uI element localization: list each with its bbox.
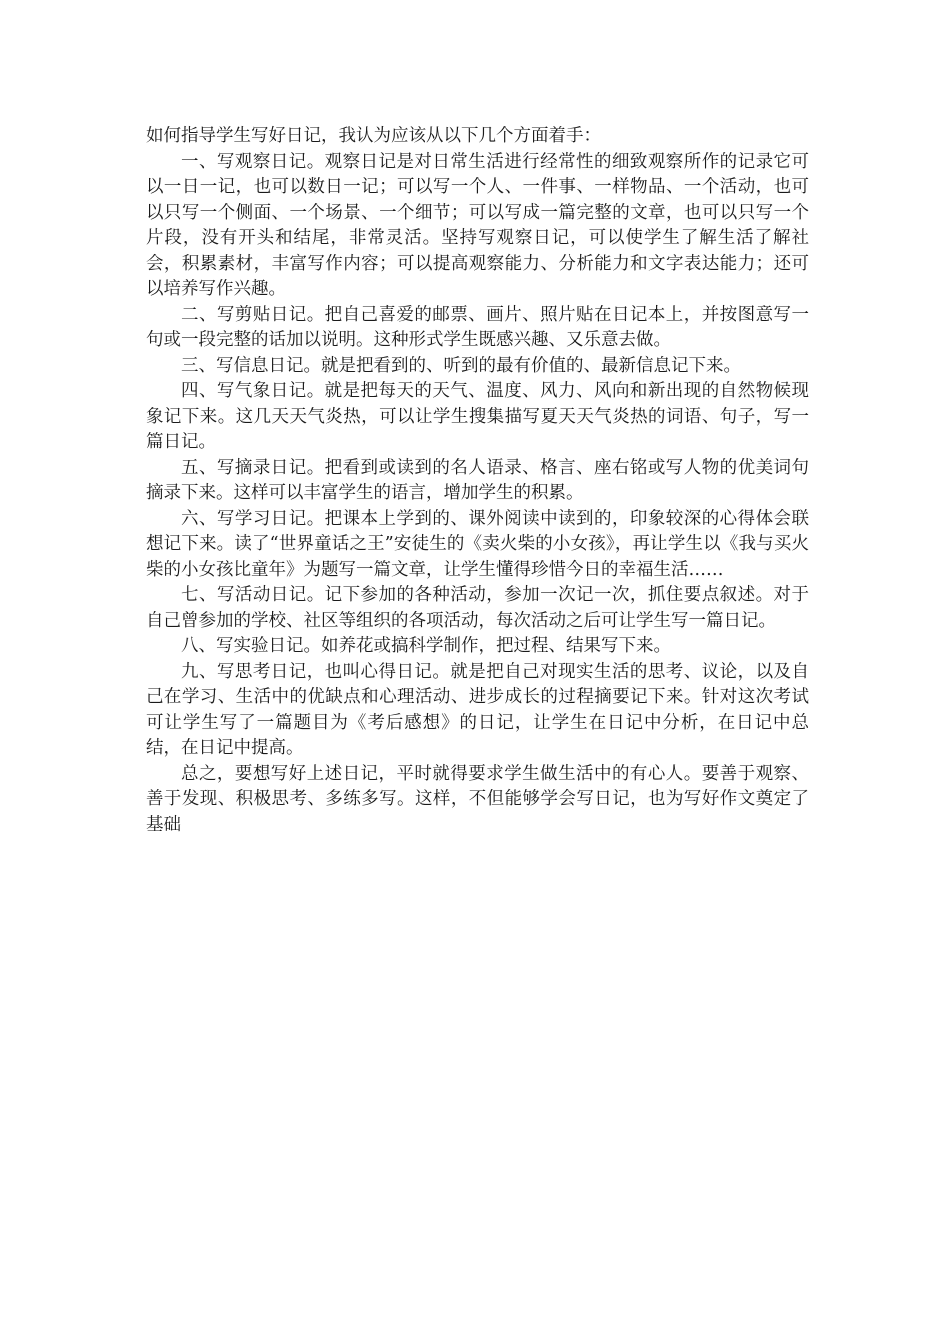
paragraph-experiment-diary: 八、写实验日记。如养花或搞科学制作，把过程、结果写下来。 — [181, 636, 671, 656]
paragraph-study-diary: 六、写学习日记。把课本上学到的、课外阅读中读到的，印象较深的心得体会联想记下来。读了“世界童话之王”安徒生的《卖火柴的小女孩》，再让学生以《我与买火柴的小女孩比童年》为题写一篇文章，让学生懂得珍惜今日的幸福生活…… — [146, 508, 809, 580]
paragraph-observation-diary: 一、写观察日记。观察日记是对日常生活进行经常性的细致观察所作的记录它可以一日一记，也可以数日一记；可以写一个人、一件事、一样物品、一个活动，也可以只写一个侧面、一个场景、一个细节；可以写成一篇完整的文章，也可以只写一个片段，没有开头和结尾，非常灵活。坚持写观察日记，可以使学生了解生活了解社会，积累素材，丰富写作内容；可以提高观察能力、分析能力和文字表达能力；还可以培养写作兴趣。 — [146, 151, 809, 299]
paragraph-weather-diary: 四、写气象日记。就是把每天的天气、温度、风力、风向和新出现的自然物候现象记下来。这几天天气炎热，可以让学生搜集描写夏天天气炎热的词语、句子，写一篇日记。 — [146, 381, 809, 452]
paragraph-conclusion: 总之，要想写好上述日记，平时就得要求学生做生活中的有心人。要善于观察、善于发现、积极思考、多练多写。这样，不但能够学会写日记，也为写好作文奠定了基础 — [146, 763, 809, 835]
document-body — [146, 124, 809, 838]
paragraph-activity-diary: 七、写活动日记。记下参加的各种活动，参加一次记一次，抓住要点叙述。对于自己曾参加的学校、社区等组织的各项活动，每次活动之后可让学生写一篇日记。 — [146, 585, 809, 631]
paragraph-clipping-diary: 二、写剪贴日记。把自己喜爱的邮票、画片、照片贴在日记本上，并按图意写一句或一段完整的话加以说明。这种形式学生既感兴趣、又乐意去做。 — [146, 304, 809, 350]
paragraph-excerpt-diary: 五、写摘录日记。把看到或读到的名人语录、格言、座右铭或写人物的优美词句摘录下来。这样可以丰富学生的语言，增加学生的积累。 — [146, 457, 809, 503]
paragraph-reflection-diary: 九、写思考日记，也叫心得日记。就是把自己对现实生活的思考、议论，以及自己在学习、生活中的优缺点和心理活动、进步成长的过程摘要记下来。针对这次考试可让学生写了一篇题目为《考后感想》的日记，让学生在日记中分析，在日记中总结，在日记中提高。 — [146, 661, 809, 758]
intro-paragraph: 如何指导学生写好日记，我认为应该从以下几个方面着手： — [146, 126, 601, 146]
paragraph-information-diary: 三、写信息日记。就是把看到的、听到的最有价值的、最新信息记下来。 — [181, 355, 741, 376]
